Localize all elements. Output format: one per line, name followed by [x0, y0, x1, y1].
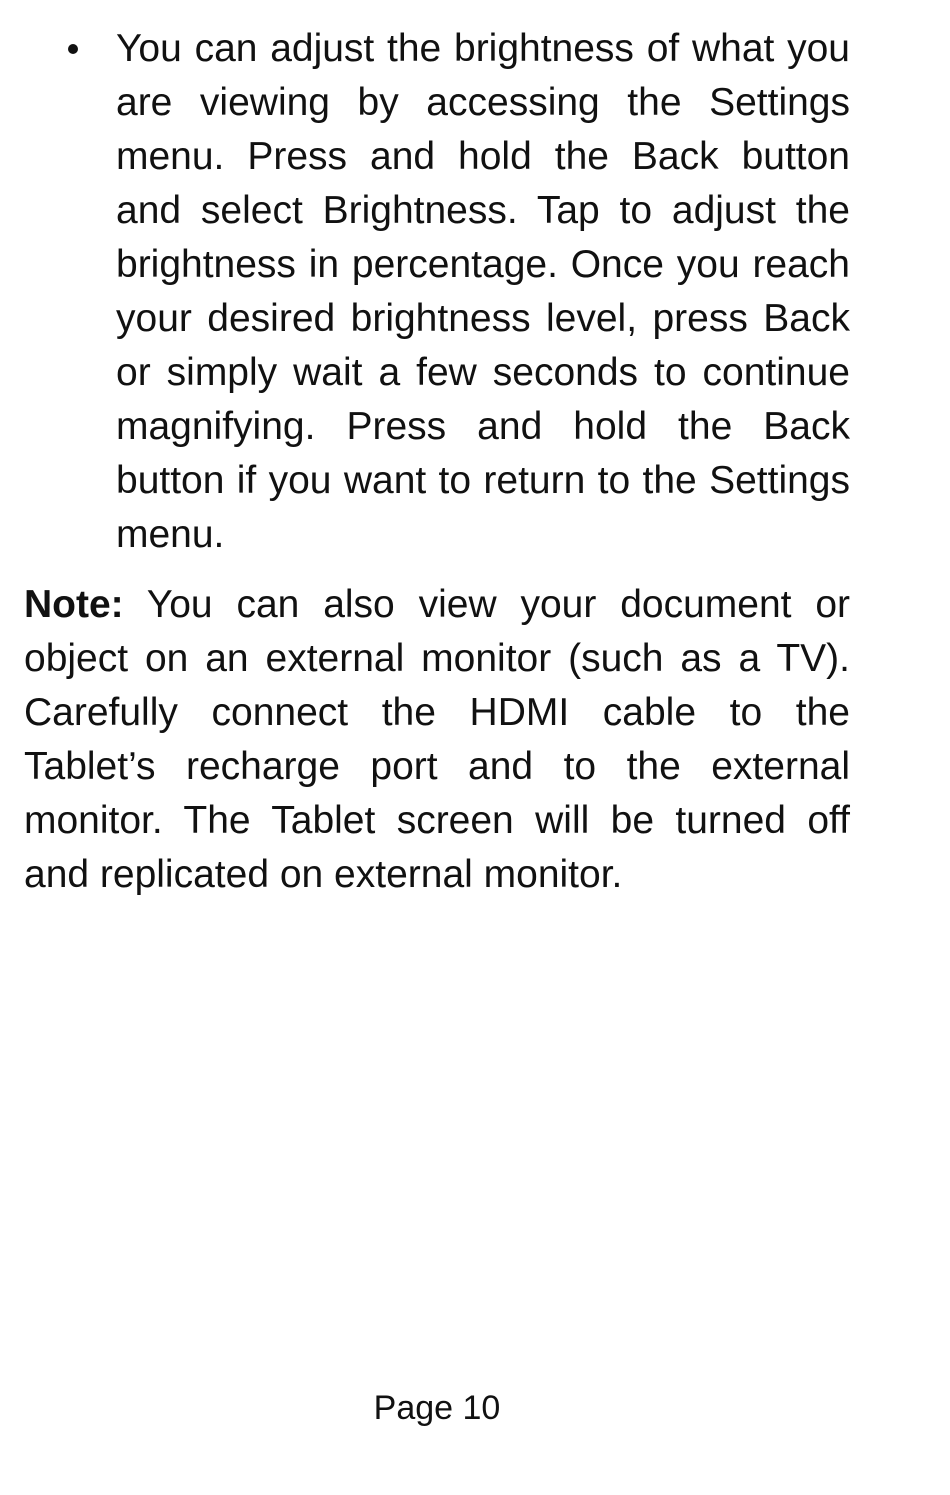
note-paragraph	[24, 578, 850, 902]
page-number: Page 10	[373, 1389, 501, 1427]
note-text: You can also view your document or object on an external monitor (such as a TV). Carefully connect the HDMI cable to the Tablet’s recharge port and to the external monitor. The Tablet screen will be turned off and replicated on external monitor.	[24, 583, 850, 896]
bullet-list	[0, 22, 950, 562]
bullet-text: You can adjust the brightness of what you are viewing by accessing the Settings menu. Press and hold the Back button and select Brightness. Tap to adjust the brightness in percentage. Once you reach your desired brightness level, press Back or simply wait a few seconds to continue magnifying. Press and hold the Back button if you want to return to the Settings menu.	[116, 27, 850, 556]
bullet-icon	[68, 44, 78, 54]
note-label: Note:	[24, 583, 124, 626]
list-item	[116, 22, 850, 562]
